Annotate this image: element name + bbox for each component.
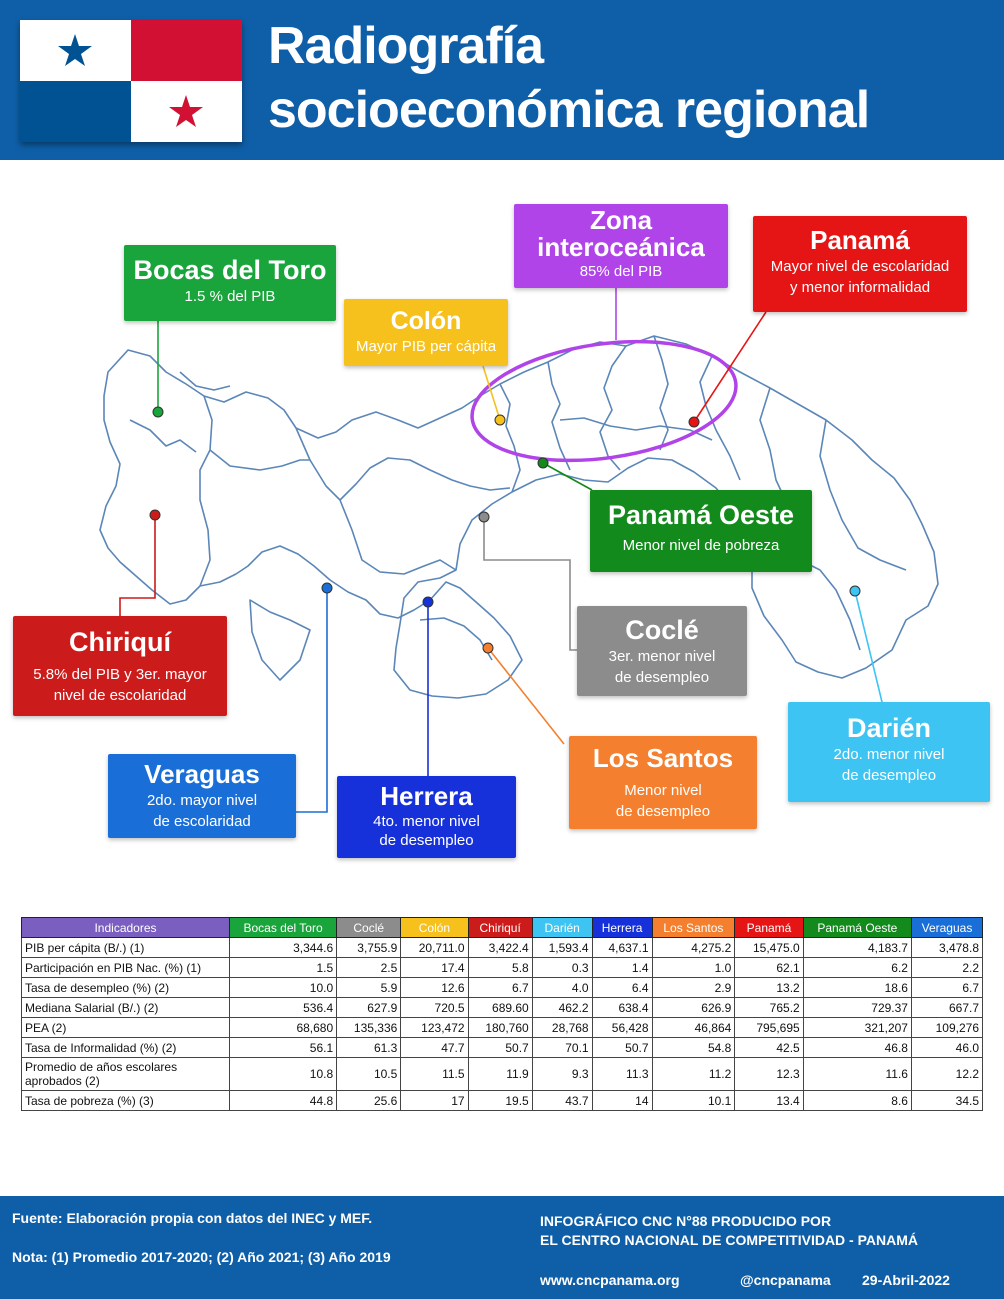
callout-title: Darién <box>846 713 932 743</box>
title-line-2: socioeconómica regional <box>268 81 870 139</box>
table-cell: 2.9 <box>652 978 735 998</box>
col-header: Panamá Oeste <box>803 918 911 938</box>
marker-panamaoeste <box>538 458 548 468</box>
table-cell: 2.2 <box>911 958 982 978</box>
table-cell: 17.4 <box>401 958 468 978</box>
callout-bocas-del-toro <box>124 245 336 321</box>
table-cell: 46.0 <box>911 1038 982 1058</box>
table-cell: 12.3 <box>735 1058 803 1091</box>
table-cell: 4.0 <box>532 978 592 998</box>
table-cell: 1.4 <box>592 958 652 978</box>
table-cell: 18.6 <box>803 978 911 998</box>
table-cell: 1.0 <box>652 958 735 978</box>
table-cell: 61.3 <box>337 1038 401 1058</box>
col-header: Bocas del Toro <box>230 918 337 938</box>
row-label: PEA (2) <box>22 1018 230 1038</box>
table-cell: 56,428 <box>592 1018 652 1038</box>
table-cell: 109,276 <box>911 1018 982 1038</box>
footer-produced-1: INFOGRÁFICO CNC N°88 PRODUCIDO POR <box>540 1213 832 1229</box>
table-cell: 50.7 <box>468 1038 532 1058</box>
table-cell: 50.7 <box>592 1038 652 1058</box>
table-cell: 34.5 <box>911 1091 982 1111</box>
table-cell: 56.1 <box>230 1038 337 1058</box>
callout-herrera <box>337 776 516 858</box>
table-cell: 44.8 <box>230 1091 337 1111</box>
table-cell: 46,864 <box>652 1018 735 1038</box>
callout-panama-oeste <box>590 490 812 572</box>
callout-desc-1: 4to. menor nivel <box>373 813 480 830</box>
table-cell: 43.7 <box>532 1091 592 1111</box>
callout-title-2: interoceánica <box>537 232 705 262</box>
callout-veraguas <box>108 754 296 838</box>
callout-cocle <box>577 606 747 696</box>
page-title <box>268 14 869 142</box>
table-row <box>22 1091 983 1111</box>
table-cell: 5.8 <box>468 958 532 978</box>
callout-desc: Menor nivel de pobreza <box>622 537 780 554</box>
row-label: Tasa de desempleo (%) (2) <box>22 978 230 998</box>
table-cell: 5.9 <box>337 978 401 998</box>
callout-title: Veraguas <box>144 759 260 789</box>
row-label: PIB per cápita (B/.) (1) <box>22 938 230 958</box>
table-cell: 6.7 <box>468 978 532 998</box>
marker-chiriqui <box>150 510 160 520</box>
callout-desc-1: Menor nivel <box>624 782 702 799</box>
callout-desc-1: 5.8% del PIB y 3er. mayor <box>33 666 207 683</box>
callout-desc-2: de escolaridad <box>153 813 251 830</box>
table-cell: 135,336 <box>337 1018 401 1038</box>
table-cell: 729.37 <box>803 998 911 1018</box>
callout-los-santos <box>569 736 757 829</box>
table-cell: 9.3 <box>532 1058 592 1091</box>
marker-veraguas <box>322 583 332 593</box>
header-banner <box>0 0 1004 160</box>
table-cell: 11.3 <box>592 1058 652 1091</box>
footer-produced-2: EL CENTRO NACIONAL DE COMPETITIVIDAD - PANAMÁ <box>540 1232 919 1248</box>
marker-colon <box>495 415 505 425</box>
connector-veraguas <box>296 588 327 812</box>
callout-title: Los Santos <box>592 743 734 773</box>
table-cell: 123,472 <box>401 1018 468 1038</box>
col-header: Herrera <box>592 918 652 938</box>
col-header: Los Santos <box>652 918 735 938</box>
table-cell: 6.2 <box>803 958 911 978</box>
table-cell: 19.5 <box>468 1091 532 1111</box>
table-cell: 46.8 <box>803 1038 911 1058</box>
table-cell: 627.9 <box>337 998 401 1018</box>
callout-title: Panamá Oeste <box>607 500 795 530</box>
table-cell: 14 <box>592 1091 652 1111</box>
row-label: Mediana Salarial (B/.) (2) <box>22 998 230 1018</box>
table-cell: 12.2 <box>911 1058 982 1091</box>
table-cell: 536.4 <box>230 998 337 1018</box>
callout-darien <box>788 702 990 802</box>
table-cell: 689.60 <box>468 998 532 1018</box>
callout-desc: 85% del PIB <box>579 263 663 280</box>
table-cell: 62.1 <box>735 958 803 978</box>
table-row <box>22 1018 983 1038</box>
callout-colon <box>344 299 508 366</box>
table-cell: 3,344.6 <box>230 938 337 958</box>
callout-desc-1: Mayor nivel de escolaridad <box>770 258 950 275</box>
table-cell: 6.4 <box>592 978 652 998</box>
table-cell: 720.5 <box>401 998 468 1018</box>
col-header: Veraguas <box>911 918 982 938</box>
table-cell: 10.8 <box>230 1058 337 1091</box>
table-cell: 15,475.0 <box>735 938 803 958</box>
footer-banner <box>0 1196 1004 1299</box>
table-cell: 10.0 <box>230 978 337 998</box>
table-row <box>22 1058 983 1091</box>
table-cell: 70.1 <box>532 1038 592 1058</box>
row-label: Participación en PIB Nac. (%) (1) <box>22 958 230 978</box>
table-cell: 11.9 <box>468 1058 532 1091</box>
table-cell: 180,760 <box>468 1018 532 1038</box>
marker-cocle <box>479 512 489 522</box>
footer-note: Nota: (1) Promedio 2017-2020; (2) Año 2021; (3) Año 2019 <box>12 1249 391 1265</box>
table-cell: 6.7 <box>911 978 982 998</box>
table-cell: 3,422.4 <box>468 938 532 958</box>
table-cell: 10.5 <box>337 1058 401 1091</box>
connector-cocle <box>484 517 578 650</box>
table-cell: 54.8 <box>652 1038 735 1058</box>
callout-desc-1: 3er. menor nivel <box>608 648 716 665</box>
table-row <box>22 958 983 978</box>
table-cell: 42.5 <box>735 1038 803 1058</box>
callout-panama <box>753 216 967 312</box>
table-row <box>22 998 983 1018</box>
callout-title: Coclé <box>625 615 699 645</box>
col-header: Panamá <box>735 918 803 938</box>
table-cell: 2.5 <box>337 958 401 978</box>
table-cell: 3,478.8 <box>911 938 982 958</box>
callout-desc: Mayor PIB per cápita <box>355 338 497 355</box>
footer-date: 29-Abril-2022 <box>862 1272 950 1288</box>
table-cell: 1.5 <box>230 958 337 978</box>
table-cell: 20,711.0 <box>401 938 468 958</box>
marker-darien <box>850 586 860 596</box>
table-header-row <box>22 918 983 938</box>
callout-desc-2: y menor informalidad <box>789 279 931 296</box>
table-cell: 11.2 <box>652 1058 735 1091</box>
table-cell: 11.6 <box>803 1058 911 1091</box>
col-header: Chiriquí <box>468 918 532 938</box>
table-cell: 8.6 <box>803 1091 911 1111</box>
table-cell: 3,755.9 <box>337 938 401 958</box>
table-cell: 667.7 <box>911 998 982 1018</box>
table-cell: 4,275.2 <box>652 938 735 958</box>
marker-bocas <box>153 407 163 417</box>
marker-herrera <box>423 597 433 607</box>
table-cell: 11.5 <box>401 1058 468 1091</box>
callout-desc-2: de desempleo <box>841 767 937 784</box>
table-cell: 13.4 <box>735 1091 803 1111</box>
callout-desc-2: de desempleo <box>379 832 474 849</box>
callout-desc-2: de desempleo <box>614 669 710 686</box>
table-cell: 321,207 <box>803 1018 911 1038</box>
callout-desc: 1.5 % del PIB <box>184 288 276 305</box>
callout-desc-2: nivel de escolaridad <box>53 687 187 704</box>
marker-panama <box>689 417 699 427</box>
footer-social-handle[interactable]: @cncpanama <box>740 1272 831 1288</box>
row-label: Tasa de Informalidad (%) (2) <box>22 1038 230 1058</box>
table-cell: 12.6 <box>401 978 468 998</box>
table-cell: 1,593.4 <box>532 938 592 958</box>
col-header: Colón <box>401 918 468 938</box>
table-cell: 17 <box>401 1091 468 1111</box>
title-line-1: Radiografía <box>268 17 544 75</box>
callout-title: Bocas del Toro <box>133 255 327 285</box>
table-cell: 25.6 <box>337 1091 401 1111</box>
indicators-header: Indicadores <box>22 918 230 938</box>
table-cell: 47.7 <box>401 1038 468 1058</box>
table-cell: 68,680 <box>230 1018 337 1038</box>
table-cell: 626.9 <box>652 998 735 1018</box>
table-cell: 28,768 <box>532 1018 592 1038</box>
footer-website-link[interactable]: www.cncpanama.org <box>540 1272 680 1288</box>
col-header: Darién <box>532 918 592 938</box>
table-cell: 462.2 <box>532 998 592 1018</box>
table-row <box>22 938 983 958</box>
table-cell: 10.1 <box>652 1091 735 1111</box>
callout-title: Chiriquí <box>69 627 171 657</box>
callout-desc-2: de desempleo <box>615 803 711 820</box>
panama-flag-icon <box>20 20 242 142</box>
table-row <box>22 978 983 998</box>
table-cell: 13.2 <box>735 978 803 998</box>
table-cell: 795,695 <box>735 1018 803 1038</box>
table-cell: 638.4 <box>592 998 652 1018</box>
connector-lossantos <box>488 648 564 744</box>
callout-title: Herrera <box>380 781 473 811</box>
table-row <box>22 1038 983 1058</box>
row-label: Promedio de años escolares aprobados (2) <box>22 1058 230 1091</box>
marker-lossantos <box>483 643 493 653</box>
row-label: Tasa de pobreza (%) (3) <box>22 1091 230 1111</box>
table-cell: 0.3 <box>532 958 592 978</box>
callout-desc-1: 2do. mayor nivel <box>146 792 258 809</box>
callout-desc-1: 2do. menor nivel <box>833 746 945 763</box>
callout-title-1: Zona <box>589 205 653 235</box>
callout-zona-interoceanica <box>514 204 728 288</box>
callout-title: Colón <box>390 307 462 335</box>
indicators-table <box>21 917 983 1111</box>
table-cell: 4,183.7 <box>803 938 911 958</box>
callout-chiriqui <box>13 616 227 716</box>
callout-title: Panamá <box>810 225 910 255</box>
col-header: Coclé <box>337 918 401 938</box>
footer-source: Fuente: Elaboración propia con datos del INEC y MEF. <box>12 1210 373 1226</box>
table-cell: 4,637.1 <box>592 938 652 958</box>
table-cell: 765.2 <box>735 998 803 1018</box>
